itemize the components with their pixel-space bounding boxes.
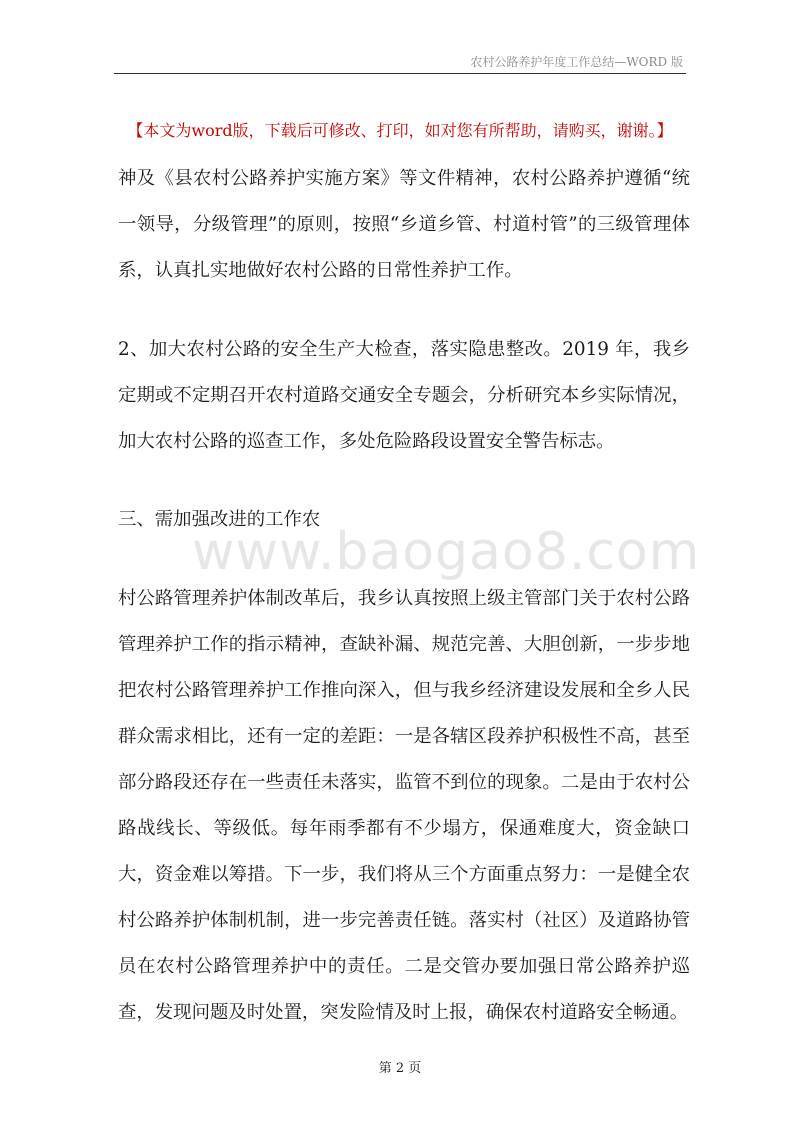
body-paragraph-3: 村公路管理养护体制改革后，我乡认真按照上级主管部门关于农村公路管理养护工作的指示精神，查缺补漏、规范完善、大胆创新，一步步地把农村公路管理养护工作推向深入，但与我乡经济建设发展和全乡人民群众需求相比，还有一定的差距：一是各辖区段养护积极性不高，甚至部分路段还存在一些责任未落实，监管不到位的现象。二是由于农村公路战线长、等级低。每年雨季都有不少塌方，保通难度大，资金缺口大，资金难以筹措。下一步，我们将从三个方面重点努力：一是健全农村公路养护体制机制，进一步完善责任链。落实村（社区）及道路协管员在农村公路管理养护中的责任。二是交管办要加强日常公路养护巡查，发现问题及时处置，突发险情及时上报，确保农村道路安全畅通。 — [118, 588, 690, 1023]
document-header-title: 农村公路养护年度工作总结—WORD 版 — [470, 55, 683, 69]
body-paragraph-2: 2、加大农村公路的安全生产大检查，落实隐患整改。2019 年，我乡定期或不定期召开农村道路交通安全专题会，分析研究本乡实际情况，加大农村公路的巡查工作，多处危险路段设置安全警告标志。 — [118, 339, 690, 452]
body-paragraph-1: 神及《县农村公路养护实施方案》等文件精神，农村公路养护遵循“统一领导，分级管理”的原则，按照“乡道乡管、村道村管”的三级管理体系，认真扎实地做好农村公路的日常性养护工作。 — [118, 168, 690, 281]
section-heading: 三、需加强改进的工作农 — [118, 509, 321, 530]
purchase-notice: 【本文为word版，下载后可修改、打印，如对您有所帮助，请购买，谢谢。】 — [127, 121, 673, 140]
watermark: www.baogao8.com — [192, 522, 701, 582]
page-number: 第 2 页 — [378, 1061, 422, 1076]
header-divider — [114, 73, 686, 74]
